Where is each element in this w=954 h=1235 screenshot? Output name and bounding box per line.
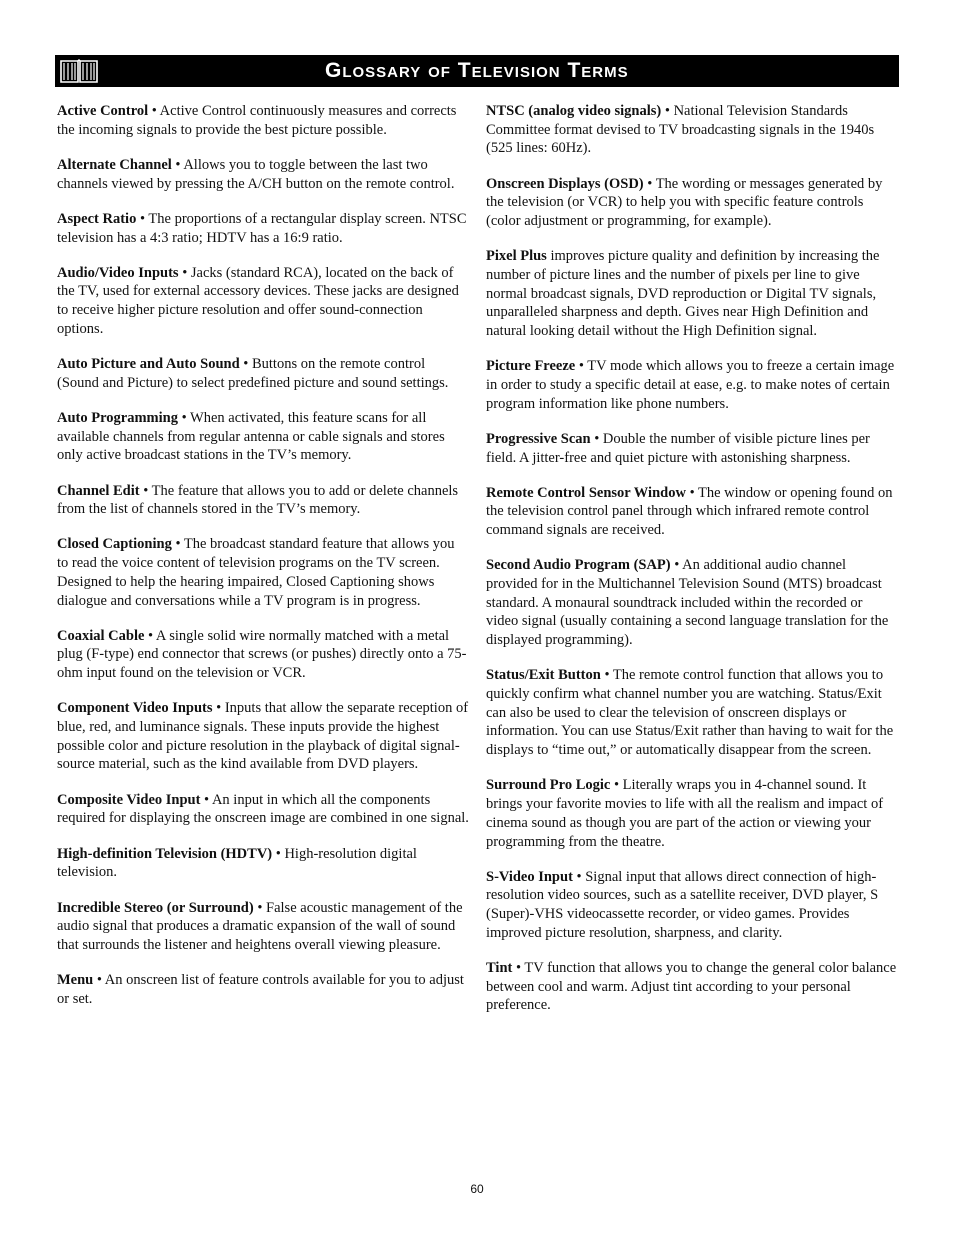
- glossary-term: High-definition Television (HDTV): [57, 845, 273, 862]
- glossary-entry: [486, 556, 898, 650]
- glossary-definition: • Literally wraps you in 4-channel sound. It brings your favorite movies to life with all the realism and impact of cinema sound as though you are part of the action or viewing your programming from the theatre.: [486, 777, 884, 850]
- glossary-entry: [57, 791, 469, 828]
- glossary-definition: • An additional audio channel provided for in the Multichannel Television Sound (MTS) broadcast standard. A monaural soundtrack included within the recorded or video signal (usually containing a second language translation for the displayed programming).: [486, 557, 889, 649]
- glossary-term: Menu: [57, 972, 94, 989]
- glossary-entry: [486, 357, 898, 413]
- glossary-definition: • Jacks (standard RCA), located on the back of the TV, used for external accessory devices. These jacks are designed to receive higher picture resolution and offer sound-connection options.: [57, 264, 459, 337]
- glossary-right-column: [486, 102, 898, 1032]
- glossary-term: Surround Pro Logic: [486, 777, 611, 794]
- glossary-definition: • TV function that allows you to change the general color balance between cool and warm. Adjust tint according to your personal preference.: [486, 960, 897, 1014]
- glossary-entry: [486, 959, 898, 1015]
- glossary-definition: • When activated, this feature scans for all available channels from regular antenna or cable signals and stores only active broadcast stations in the TV’s memory.: [57, 409, 445, 464]
- glossary-entry: [486, 247, 898, 341]
- glossary-definition: • False acoustic management of the audio signal that produces a dramatic expansion of the wall of sound that surrounds the listener and heightens overall viewing pleasure.: [57, 899, 463, 953]
- glossary-definition: • TV mode which allows you to freeze a certain image in order to study a specific detail at ease, e.g. to make notes of certain program information like phone numbers.: [486, 358, 895, 412]
- glossary-entry: [486, 666, 898, 760]
- glossary-definition: • The window or opening found on the television control panel through which infrared remote control command signals are received.: [486, 484, 893, 539]
- glossary-definition: • Inputs that allow the separate reception of blue, red, and luminance signals. These inputs provide the highest possible color and picture resolution in the playback of digital signal-source material, such as the kind available from DVD players.: [57, 700, 469, 773]
- glossary-definition: • Allows you to toggle between the last two channels viewed by pressing the A/CH button on the remote control.: [57, 156, 455, 192]
- glossary-entry: [57, 845, 469, 882]
- glossary-entry: [486, 868, 898, 943]
- glossary-entry: [57, 971, 469, 1008]
- glossary-definition: • The wording or messages generated by the television (or VCR) to help you with specific feature controls (color adjustment or programming, for example).: [486, 175, 883, 230]
- glossary-term: Tint: [486, 960, 513, 977]
- glossary-entry: [57, 102, 469, 139]
- glossary-definition: • Double the number of visible picture lines per field. A jitter-free and quiet picture with astonishing sharpness.: [486, 430, 870, 466]
- glossary-entry: [57, 210, 469, 247]
- glossary-term: Coaxial Cable: [57, 627, 145, 644]
- glossary-definition: • National Television Standards Committee format devised to TV broadcasting signals in the 1940s (525 lines: 60Hz).: [486, 103, 875, 157]
- glossary-term: Audio/Video Inputs: [57, 264, 179, 281]
- glossary-entry: [57, 535, 469, 610]
- glossary-term: Composite Video Input: [57, 791, 201, 808]
- glossary-entry: [486, 102, 898, 158]
- glossary-term: Closed Captioning: [57, 536, 172, 553]
- glossary-entry: [57, 627, 469, 683]
- glossary-term: Remote Control Sensor Window: [486, 484, 686, 501]
- glossary-definition: • The feature that allows you to add or delete channels from the list of channels stored in the TV’s memory.: [57, 482, 459, 518]
- glossary-entry: [486, 430, 898, 467]
- glossary-definition: • Buttons on the remote control (Sound and Picture) to select predefined picture and sound settings.: [57, 356, 449, 391]
- glossary-term: Incredible Stereo (or Surround): [57, 899, 254, 916]
- glossary-entry: [57, 899, 469, 955]
- glossary-definition: • The remote control function that allows you to quickly confirm what channel number you are watching. Status/Exit can also be used to clear the television of onscreen displays or information. You can use Status/Exit rather than having to wait for the displays to “time out,” or automatically disappear from the screen.: [486, 667, 894, 759]
- glossary-entry: [57, 156, 469, 193]
- glossary-term: Auto Picture and Auto Sound: [57, 356, 240, 373]
- glossary-term: Channel Edit: [57, 482, 140, 499]
- glossary-term: S-Video Input: [486, 868, 573, 885]
- glossary-definition: • High-resolution digital television.: [57, 845, 417, 881]
- glossary-term: NTSC (analog video signals): [486, 103, 662, 119]
- page-title: Glossary of Television Terms: [325, 59, 629, 82]
- glossary-term: Aspect Ratio: [57, 210, 137, 227]
- glossary-definition: • Signal input that allows direct connection of high-resolution video sources, such as a satellite receiver, DVD player, S (Super)-VHS videocassette recorder, or video games. Provides improved picture resolution, sharpness, and clarity.: [486, 868, 879, 941]
- glossary-term: Progressive Scan: [486, 430, 591, 447]
- glossary-term: Status/Exit Button: [486, 667, 601, 684]
- glossary-left-column: [57, 102, 469, 1025]
- glossary-definition: • Active Control continuously measures and corrects the incoming signals to provide the best picture possible.: [57, 103, 457, 138]
- book-icon: [58, 57, 100, 85]
- glossary-term: Alternate Channel: [57, 156, 172, 173]
- glossary-entry: [57, 264, 469, 339]
- glossary-term: Auto Programming: [57, 409, 178, 426]
- glossary-term: Onscreen Displays (OSD): [486, 175, 644, 192]
- glossary-definition: • An input in which all the components required for displaying the onscreen image are combined in one signal.: [57, 791, 469, 827]
- section-header: [55, 55, 899, 87]
- glossary-entry: [57, 482, 469, 519]
- glossary-term: Pixel Plus: [486, 248, 547, 265]
- glossary-definition: improves picture quality and definition by increasing the number of picture lines and the number of pixels per line to give normal broadcast signals, DVD reproduction or Digital TV signals, unparalleled sharpness and depth. Gives near High Definition and natural looking detail without the High Definition signal.: [486, 248, 880, 340]
- glossary-entry: [486, 484, 898, 540]
- glossary-term: Second Audio Program (SAP): [486, 557, 671, 574]
- glossary-entry: [57, 409, 469, 465]
- glossary-definition: • An onscreen list of feature controls available for you to adjust or set.: [57, 972, 464, 1007]
- glossary-entry: [57, 699, 469, 774]
- glossary-term: Active Control: [57, 103, 149, 119]
- glossary-definition: • The broadcast standard feature that allows you to read the voice content of television programs on the TV screen. Designed to help the hearing impaired, Closed Captioning shows dialogue and conversations while a TV program is in progress.: [57, 536, 455, 609]
- glossary-entry: [486, 776, 898, 851]
- glossary-definition: • The proportions of a rectangular display screen. NTSC television has a 4:3 ratio; HDTV has a 16:9 ratio.: [57, 210, 467, 246]
- glossary-term: Component Video Inputs: [57, 700, 213, 717]
- glossary-term: Picture Freeze: [486, 358, 576, 375]
- glossary-entry: [57, 355, 469, 392]
- page-number: 60: [470, 1182, 484, 1196]
- glossary-entry: [486, 175, 898, 231]
- glossary-definition: • A single solid wire normally matched with a metal plug (F-type) end connector that screws (or pushes) directly onto a 75-ohm input found on the television or VCR.: [57, 627, 467, 682]
